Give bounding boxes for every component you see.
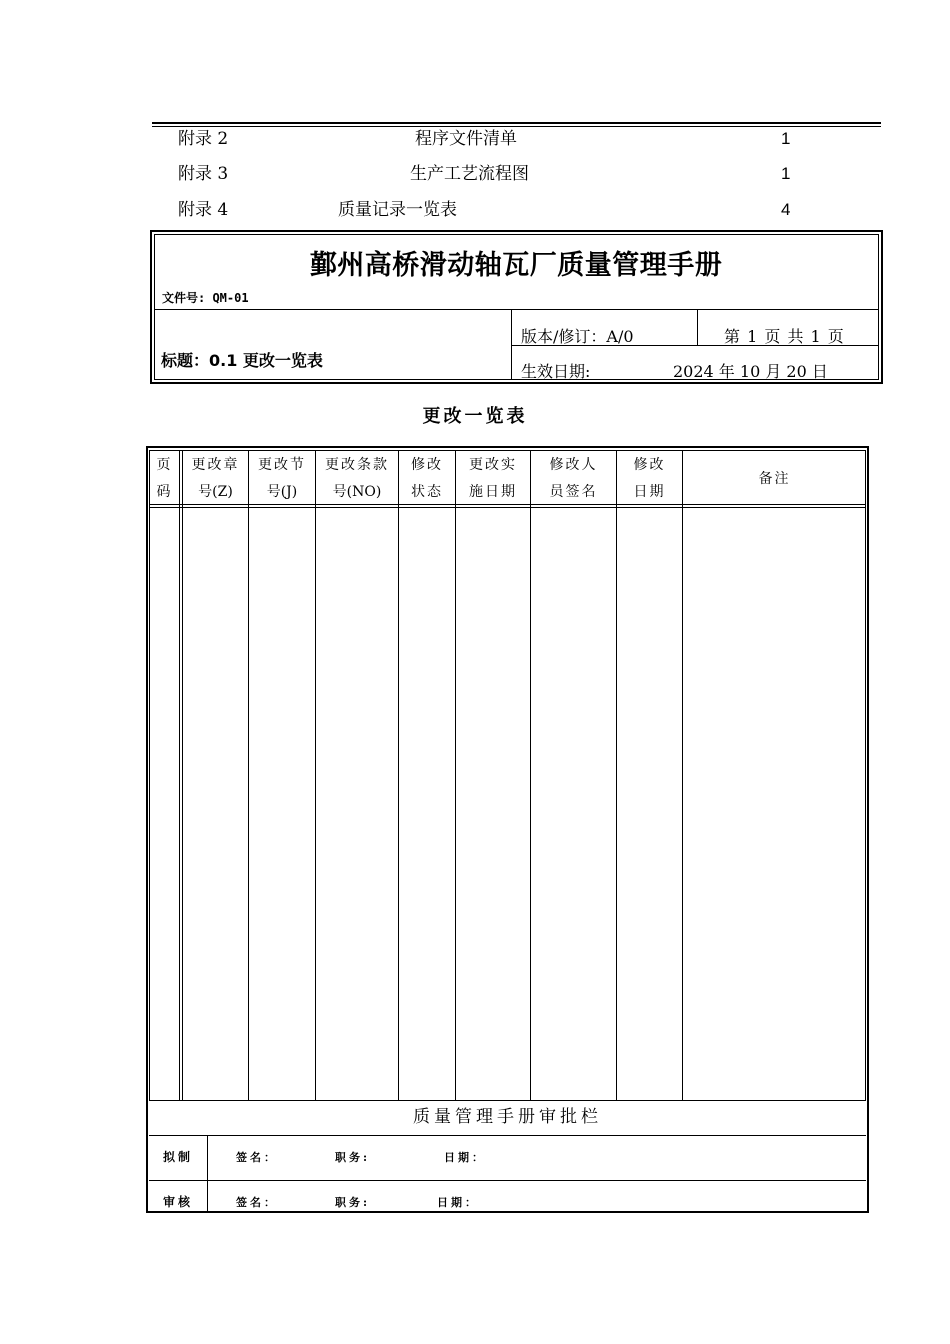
column-divider [182, 450, 183, 1101]
column-header-line2: 号(NO) [332, 484, 382, 500]
column-header-signature [531, 452, 616, 506]
column-header-line1: 更改章 [191, 457, 240, 473]
column-header-line2: 号(J) [266, 484, 298, 500]
appendix-page: 1 [781, 129, 791, 148]
header-separator-thin [149, 507, 866, 508]
header-vdivider-right [697, 309, 698, 345]
manual-title: 鄞州高桥滑动轴瓦厂质量管理手册 [309, 250, 723, 281]
column-header-status [399, 452, 455, 506]
document-subject: 标题：0.1 更改一览表 [161, 351, 323, 370]
document-number: 文件号: QM-01 [162, 291, 249, 305]
approval-label-review: 审核 [163, 1195, 194, 1209]
column-header-line2: 施日期 [469, 484, 517, 500]
appendix-page: 4 [781, 200, 791, 219]
approval-label-divider [207, 1135, 208, 1211]
approval-position: 职务: [335, 1151, 371, 1164]
column-header-section [249, 452, 315, 506]
approval-date: 日期： [437, 1196, 479, 1209]
column-header-mod-date [617, 452, 682, 506]
column-header-line1: 页 [156, 457, 173, 473]
column-divider [398, 450, 399, 1101]
column-header-line1: 修改 [633, 457, 666, 473]
appendix-code: 附录 3 [178, 164, 229, 184]
column-divider [455, 450, 456, 1101]
approval-sign: 签名： [236, 1151, 278, 1164]
column-header-line2: 员签名 [549, 484, 598, 500]
column-header-line1: 更改节 [258, 457, 306, 473]
approval-divider [149, 1135, 866, 1136]
column-header-remarks [683, 452, 866, 506]
column-header-line2: 日期 [633, 484, 666, 500]
column-header-line2: 码 [156, 484, 173, 500]
appendix-code: 附录 4 [178, 200, 229, 220]
page-info: 第 1 页 共 1 页 [724, 327, 845, 346]
column-header-line2: 号(Z) [198, 484, 233, 500]
column-divider [616, 450, 617, 1101]
effective-date: 2024 年 10 月 20 日 [673, 362, 828, 381]
approval-sign: 签名： [236, 1196, 278, 1209]
column-header-impl-date [456, 452, 530, 506]
appendix-row [0, 195, 950, 225]
approval-position: 职务: [335, 1196, 371, 1209]
column-header-chapter [183, 452, 248, 506]
table-inner-border [149, 450, 866, 1101]
appendix-page: 1 [781, 164, 791, 183]
appendix-title: 程序文件清单 [415, 129, 517, 149]
column-header-line1: 修改人 [549, 457, 598, 473]
approval-date: 日期： [444, 1151, 486, 1164]
appendix-row [0, 159, 950, 189]
appendix-code: 附录 2 [178, 129, 229, 149]
column-header-line1: 备注 [758, 470, 791, 487]
effective-date-label: 生效日期: [521, 362, 591, 381]
approval-label-draft: 拟制 [163, 1150, 194, 1164]
column-header-line1: 修改 [411, 457, 443, 473]
column-header-line1: 更改条款 [325, 457, 389, 473]
column-header-page [149, 452, 180, 506]
header-divider [154, 309, 879, 310]
approval-title: 质量管理手册审批栏 [413, 1107, 602, 1127]
column-divider [682, 450, 683, 1101]
appendix-title: 生产工艺流程图 [410, 164, 529, 184]
appendix-row [0, 124, 950, 154]
column-header-line2: 状态 [411, 484, 443, 500]
column-divider [315, 450, 316, 1101]
appendix-title: 质量记录一览表 [338, 200, 457, 220]
change-log-title: 更改一览表 [422, 406, 528, 427]
approval-divider [149, 1180, 866, 1181]
column-header-line1: 更改实 [469, 457, 517, 473]
column-divider [248, 450, 249, 1101]
column-divider [179, 450, 180, 1101]
column-divider [530, 450, 531, 1101]
column-header-clause [316, 452, 398, 506]
version-label: 版本/修订：A/0 [521, 327, 634, 346]
